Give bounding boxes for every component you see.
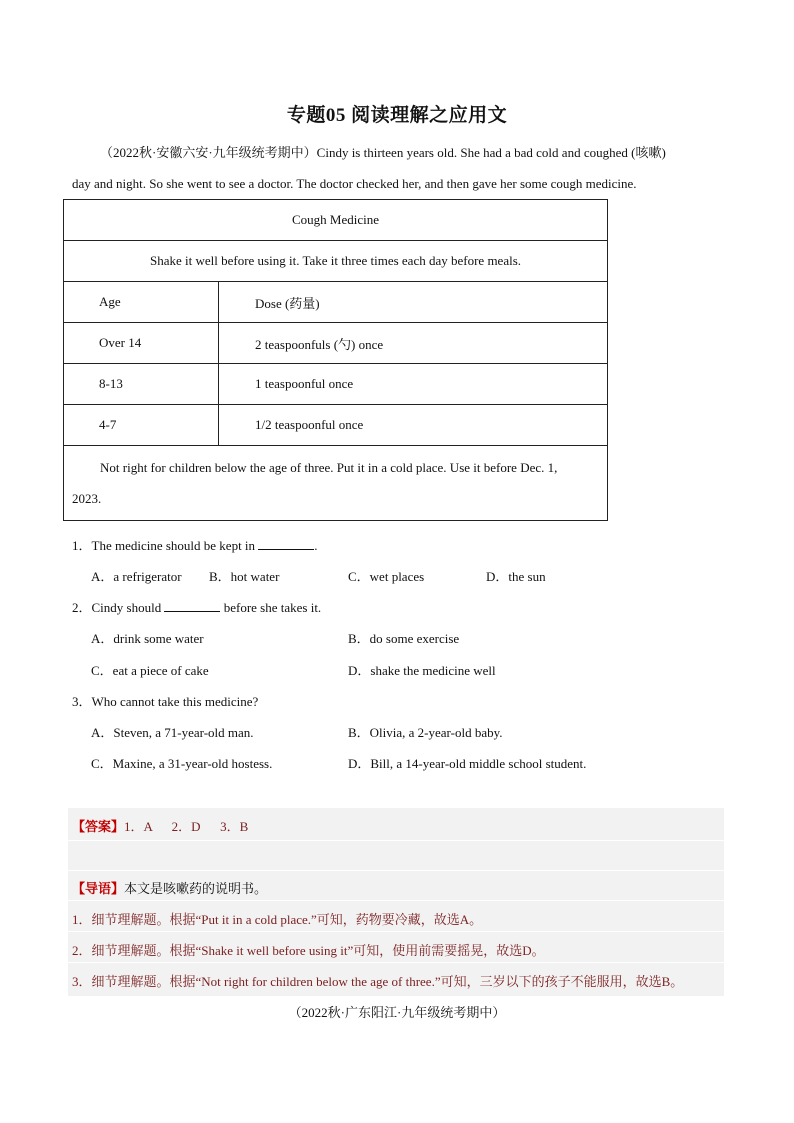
table-heading: Cough Medicine bbox=[64, 200, 608, 241]
option-2d: D．shake the medicine well bbox=[348, 663, 496, 678]
option-3d: D．Bill, a 14-year-old middle school student. bbox=[348, 756, 587, 771]
question-1 bbox=[72, 535, 318, 554]
answer-divider bbox=[68, 840, 724, 841]
medicine-table bbox=[63, 199, 608, 521]
question-3 bbox=[72, 691, 258, 710]
table-header-dose: Dose (药量) bbox=[219, 282, 608, 323]
table-note bbox=[64, 446, 608, 521]
option-1b: B．hot water bbox=[209, 569, 280, 584]
answer-text: 1．A 2．D 3．B bbox=[124, 819, 249, 834]
answer-divider bbox=[68, 962, 724, 963]
table-instruction: Shake it well before using it. Take it three times each day before meals. bbox=[64, 241, 608, 282]
answer-blank bbox=[164, 599, 220, 612]
option-2a: A．drink some water bbox=[91, 631, 204, 646]
table-cell-age: Over 14 bbox=[64, 323, 219, 364]
table-header-age: Age bbox=[64, 282, 219, 323]
option-1d: D．the sun bbox=[486, 569, 546, 584]
question-1-stem-end: . bbox=[314, 538, 318, 553]
question-2-stem: 2．Cindy should bbox=[72, 600, 165, 615]
explanation-item-2: 2．细节理解题。根据“Shake it well before using it”可知，使用前需要摇晃，故选D。 bbox=[72, 943, 545, 958]
answer-line bbox=[72, 816, 248, 835]
option-3c: C．Maxine, a 31-year-old hostess. bbox=[91, 756, 273, 771]
question-3-stem: 3．Who cannot take this medicine? bbox=[72, 694, 259, 709]
table-note-line-2: 2023. bbox=[72, 491, 102, 506]
option-3a: A．Steven, a 71-year-old man. bbox=[91, 725, 254, 740]
question-2 bbox=[72, 597, 321, 616]
option-3b: B．Olivia, a 2-year-old baby. bbox=[348, 725, 503, 740]
page-title: 专题05 阅读理解之应用文 bbox=[286, 105, 508, 126]
table-row bbox=[64, 323, 608, 364]
table-cell-dose: 2 teaspoonfuls (勺) once bbox=[219, 323, 608, 364]
guide-line bbox=[72, 878, 267, 897]
table-cell-age: 4-7 bbox=[64, 405, 219, 446]
table-row bbox=[64, 405, 608, 446]
answer-divider bbox=[68, 900, 724, 901]
answer-divider bbox=[68, 931, 724, 932]
question-2-stem-end: before she takes it. bbox=[220, 600, 322, 615]
option-2b: B．do some exercise bbox=[348, 631, 460, 646]
guide-text: 本文是咳嗽药的说明书。 bbox=[124, 881, 268, 896]
intro-passage bbox=[72, 137, 722, 199]
answer-blank bbox=[258, 537, 314, 550]
intro-line-2: day and night. So she went to see a doctor. The doctor checked her, and then gave her some cough medicine. bbox=[72, 176, 637, 191]
question-1-stem: 1．The medicine should be kept in bbox=[72, 538, 259, 553]
table-cell-dose: 1 teaspoonful once bbox=[219, 364, 608, 405]
intro-line-1: （2022秋·安徽六安·九年级统考期中）Cindy is thirteen years old. She had a bad cold and coughed (咳嗽) bbox=[100, 145, 666, 160]
option-2c: C．eat a piece of cake bbox=[91, 663, 209, 678]
option-1a: A．a refrigerator bbox=[91, 569, 182, 584]
next-section-source: （2022秋·广东阳江·九年级统考期中） bbox=[288, 1005, 506, 1020]
answer-divider bbox=[68, 870, 724, 871]
table-cell-age: 8-13 bbox=[64, 364, 219, 405]
answer-tag: 【答案】 bbox=[72, 819, 125, 834]
option-1c: C．wet places bbox=[348, 569, 425, 584]
explanation-item-1: 1．细节理解题。根据“Put it in a cold place.”可知，药物要冷藏，故选A。 bbox=[72, 912, 483, 927]
table-note-line-1: Not right for children below the age of three. Put it in a cold place. Use it before Dec. 1, bbox=[100, 460, 558, 475]
guide-tag: 【导语】 bbox=[72, 881, 125, 896]
table-row bbox=[64, 364, 608, 405]
explanation-item-3: 3．细节理解题。根据“Not right for children below the age of three.”可知，三岁以下的孩子不能服用，故选B。 bbox=[72, 974, 684, 989]
answer-box bbox=[68, 808, 724, 996]
table-cell-dose: 1/2 teaspoonful once bbox=[219, 405, 608, 446]
